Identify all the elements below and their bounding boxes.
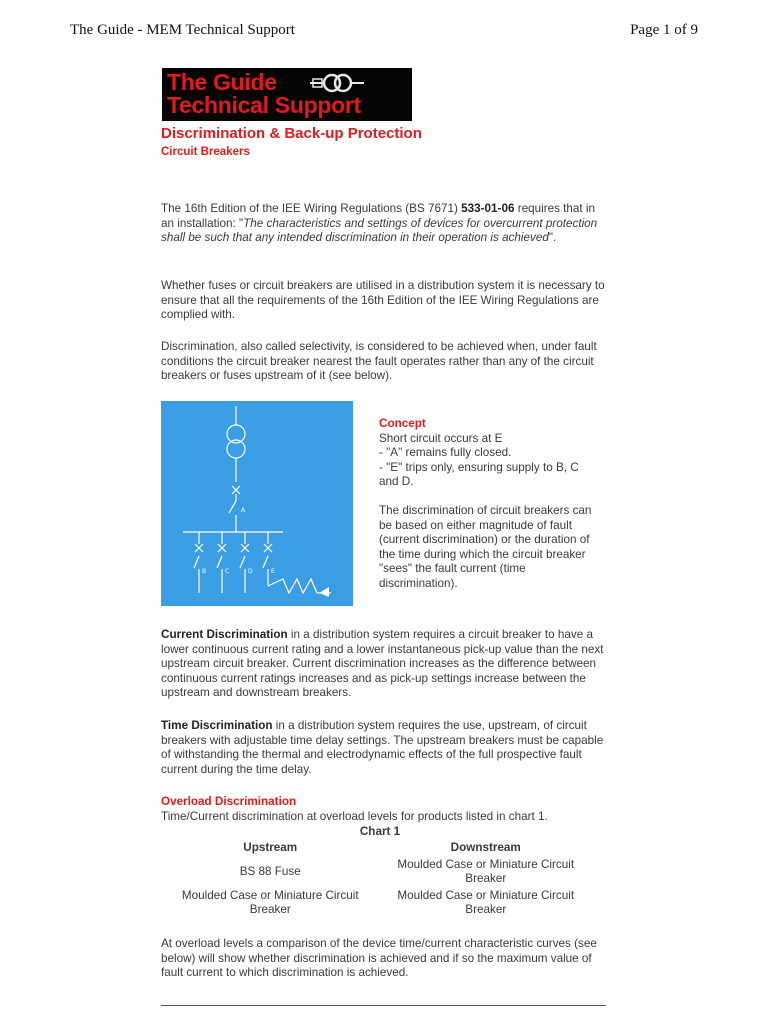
upstream-cell: Moulded Case or Miniature Circuit Breaker — [181, 888, 359, 917]
overload-heading: Overload Discrimination — [161, 795, 297, 808]
downstream-cell: Moulded Case or Miniature Circuit Breaker — [397, 888, 575, 917]
concept-line: - "A" remains fully closed. — [379, 446, 512, 460]
diagram-label-c: C — [225, 568, 230, 575]
logo-line-1: The Guide — [167, 69, 277, 95]
regulation-quote: The characteristics and settings of devices for overcurrent protection shall be such that any intended discrimination in their operation is achieved — [161, 216, 598, 245]
upstream-cell: BS 88 Fuse — [239, 864, 301, 878]
page-number: Page 1 of 9 — [630, 22, 698, 38]
transformer-symbol-icon — [310, 72, 380, 94]
page-title: Discrimination & Back-up Protection — [161, 125, 422, 142]
selectivity-paragraph: Discrimination, also called selectivity, is considered to be achieved when, under fault conditions the circuit breaker nearest the fault operates rather than any of the circuit breakers or fuses upstream of it (see below). — [161, 340, 597, 383]
intro-paragraph: The 16th Edition of the IEE Wiring Regulations (BS 7671) 533-01-06 requires that in an installation: "The characteristics and settings of devices for overcurrent protection shall be such that any intended discrimination in their operation is achieved". — [161, 202, 598, 245]
discrimination-diagram — [161, 401, 353, 606]
current-discrimination-paragraph: Current Discrimination in a distribution system requires a circuit breaker to have a lower continuous current rating and a lower instantaneous pick-up value than the next upstream circuit breaker. Current discrimination increases as the difference between continuous current ratings increases and as pick-up settings increase between the upstream and downstream breakers. — [161, 628, 604, 700]
concept-heading: Concept — [379, 417, 426, 430]
page-divider — [161, 1005, 606, 1006]
overload-paragraph: Overload Discrimination Time/Current discrimination at overload levels for products listed in chart 1. — [161, 795, 548, 823]
guide-logo — [162, 68, 412, 121]
diagram-label-a: A — [241, 507, 246, 514]
time-discrimination-paragraph: Time Discrimination in a distribution system requires the use, upstream, of circuit breakers with adjustable time delay settings. The upstream breakers must be capable of withstanding the thermal and electrodynamic effects of the full prospective fault current during the time delay. — [161, 719, 604, 776]
concept-line: - "E" trips only, ensuring supply to B, C and D. — [379, 460, 579, 489]
final-paragraph: At overload levels a comparison of the device time/current characteristic curves (see below) will show whether discrimination is achieved and if so the maximum value of fault current to which discrimination is achieved. — [161, 937, 597, 980]
diagram-label-d: D — [248, 568, 253, 575]
fuses-paragraph: Whether fuses or circuit breakers are utilised in a distribution system it is necessary to ensure that all the requirements of the 16th Edition of the IEE Wiring Regulations are complied with. — [161, 279, 605, 322]
table-row — [178, 858, 578, 887]
table-row — [178, 889, 578, 918]
time-discrimination-label: Time Discrimination — [161, 719, 273, 732]
diagram-label-b: B — [202, 568, 207, 575]
chart-1-table — [178, 841, 578, 920]
logo-line-2: Technical Support — [167, 92, 361, 118]
concept-paragraph: The discrimination of circuit breakers can be based on either magnitude of fault (current discrimination) or the duration of the time during which the circuit breaker "sees" the fault current (time discrimination). — [379, 503, 592, 590]
column-header-upstream: Upstream — [243, 841, 298, 854]
page-header-title: The Guide - MEM Technical Support — [70, 22, 295, 38]
page-subtitle: Circuit Breakers — [161, 146, 250, 158]
regulation-ref: 533-01-06 — [461, 202, 515, 215]
downstream-cell: Moulded Case or Miniature Circuit Breaker — [397, 857, 575, 886]
current-discrimination-label: Current Discrimination — [161, 628, 288, 641]
diagram-label-e: E — [271, 568, 275, 575]
column-header-downstream: Downstream — [450, 841, 521, 854]
chart-title: Chart 1 — [359, 825, 401, 838]
concept-line: Short circuit occurs at E — [379, 431, 503, 445]
concept-block — [379, 417, 599, 592]
